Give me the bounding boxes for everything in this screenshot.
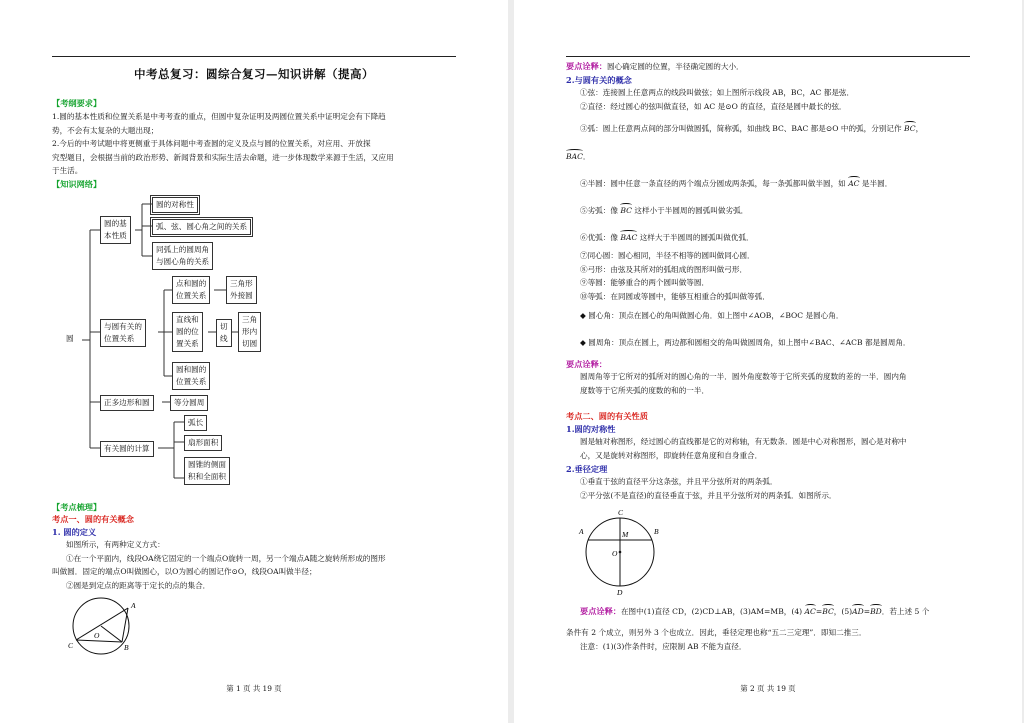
tip-3 xyxy=(566,605,986,619)
node-point-circle: 点和圆的 位置关系 xyxy=(172,276,210,304)
page-2 xyxy=(514,0,1022,723)
concepts-other xyxy=(580,249,980,303)
key-point-2-heading: 考点二、圆的有关性质 xyxy=(566,411,648,421)
tip3-post: ．若上述 5 个 xyxy=(881,607,930,616)
perpendicular-theorem-text xyxy=(580,475,980,502)
tip-1-label: 要点诠释： xyxy=(566,61,607,71)
tip3-eq-1: = xyxy=(815,607,823,616)
node-circle-root: 圆 xyxy=(66,334,74,343)
knowledge-network-diagram xyxy=(60,192,280,492)
key-points-heading: 【考点梳理】 xyxy=(52,502,102,512)
arc-ac-notation xyxy=(848,179,859,188)
key-point-1-heading: 考点一、圆的有关概念 xyxy=(52,514,134,524)
tip-1-text: 圆心确定圆的位置，半径确定圆的大小． xyxy=(606,62,744,71)
concept-minor-arc xyxy=(580,204,980,218)
tip3-arc-bc xyxy=(822,607,834,616)
node-arc-length: 弧长 xyxy=(184,415,207,431)
page-1-footer: 第 1 页 共 19 页 xyxy=(226,684,282,693)
tip-3-note: 注意：(1)(3)作条件时，应限制 AB 不能为直径． xyxy=(580,642,747,651)
minor-arc-label: BC xyxy=(620,206,632,215)
related-concepts-heading: 2.与圆有关的概念 xyxy=(566,75,632,85)
circle-figure-1 xyxy=(64,594,144,656)
text-line: ②平分弦(不是直径)的直径垂直于弦，并且平分弦所对的两条弧．如图所示． xyxy=(580,490,837,500)
node-tangent: 切 线 xyxy=(216,319,232,347)
text-line: 势，不会有太复杂的大题出现； xyxy=(52,125,159,135)
concept-major-arc xyxy=(580,231,980,245)
fig1-label-o: O xyxy=(94,631,100,640)
arc-bc-label: BC xyxy=(904,124,916,133)
node-triangle-incircle: 三角 形内 切圆 xyxy=(238,312,261,352)
exam-requirements-heading: 【考纲要求】 xyxy=(52,98,102,108)
tip-3-label: 要点诠释： xyxy=(580,606,621,616)
text-line: 心，又是旋转对称图形，即旋转任意角度和自身重合． xyxy=(580,450,763,460)
header-rule xyxy=(566,56,970,57)
node-circle-circle: 圆和圆的 位置关系 xyxy=(172,362,210,390)
text-line: 究型题目，会根据当前的政治形势、新闻背景和实际生活去命题，进一步体现数学来源于生活，又应用 xyxy=(52,152,394,162)
exam-requirements-text xyxy=(52,110,460,178)
text-line: 于生活。 xyxy=(52,166,83,175)
tip3-arc-bc-label: BC xyxy=(822,607,834,616)
node-regular-polygon: 正多边形和圆 xyxy=(100,395,154,411)
circle-definition-text xyxy=(52,538,460,592)
concept-half-circle xyxy=(580,177,980,191)
arc-bac-notation xyxy=(566,152,583,161)
text-line: ②直径：经过圆心的弦叫做直径，如 AC 是⊙O 的直径，直径是圆中最长的弦． xyxy=(580,101,847,111)
node-position-relations: 与圆有关的 位置关系 xyxy=(100,319,146,347)
minor-arc-pre: ⑤劣弧：像 xyxy=(580,206,618,215)
node-symmetry: 圆的对称性 xyxy=(152,197,198,213)
text-line: 叫做圆．固定的端点O叫做圆心，以O为圆心的圆记作⊙O，线段OA叫做半径； xyxy=(52,567,317,576)
fig1-label-b: B xyxy=(124,643,129,652)
inscribed-angle-text: ◆ 圆周角：顶点在圆上，两边都和圆相交的角叫做圆周角，如上图中∠BAC、∠ACB 都是圆周角． xyxy=(580,338,911,347)
tip3-arc-bd xyxy=(870,607,882,616)
concept-arc: ③弧：圆上任意两点间的部分叫做圆弧，简称弧，如曲线 BC、BAC 都是⊙O 中的弧，分别记作 BC， xyxy=(580,122,980,136)
tip3-arc-bd-label: BD xyxy=(870,607,882,616)
arc-bc-notation xyxy=(904,124,916,133)
node-equal-division: 等分圆周 xyxy=(170,395,208,411)
half-circle-text: ④半圆：圆中任意一条直径的两个端点分圆成两条弧，每一条弧都叫做半圆，如 xyxy=(580,179,846,188)
arc-bac-label: BAC xyxy=(566,152,583,161)
major-arc-pre: ⑥优弧：像 xyxy=(580,233,618,242)
page-1 xyxy=(0,0,508,723)
circle-definition-heading: 1. 圆的定义 xyxy=(52,527,97,537)
text-line: ⑨等圆：能够重合的两个圆叫做等圆． xyxy=(580,278,710,287)
text-line: 2.今后的中考试题中将更侧重于具体问题中考查圆的定义及点与圆的位置关系，对应用、开放探 xyxy=(52,139,371,148)
page-title: 中考总复习：圆综合复习—知识讲解（提高） xyxy=(134,67,374,81)
concept-arc-cont: BAC． xyxy=(566,150,590,164)
text-line: ①在一个平面内，线段OA绕它固定的一个端点O旋转一周，另一个端点A随之旋转所形成的图形 xyxy=(66,553,386,563)
fig2-label-b: B xyxy=(654,527,659,536)
node-line-circle: 直线和 圆的位 置关系 xyxy=(172,312,203,352)
text-line: 1.圆的基本性质和位置关系是中考考查的重点，但圆中复杂证明及两圆位置关系中证明定会有下降趋 xyxy=(52,112,386,121)
major-arc-notation xyxy=(620,233,637,242)
central-angle-text: ◆ 圆心角：顶点在圆心的角叫做圆心角．如上图中∠AOB，∠BOC 是圆心角． xyxy=(580,311,844,320)
node-arc-chord-relation: 弧、弦、圆心角之间的关系 xyxy=(152,219,251,235)
tip-2-label: 要点诠释： xyxy=(566,359,607,369)
tip3-arc-ac-label: AC xyxy=(804,607,816,616)
text-line: 圆周角等于它所对的弧所对的圆心角的一半．圆外角度数等于它所夹弧的度数的差的一半．圆内角 xyxy=(580,372,907,381)
major-arc-label: BAC xyxy=(620,233,638,242)
minor-arc-post: 这样小于半圆周的圆弧叫做劣弧． xyxy=(634,206,749,215)
concept-arc-text: ③弧：圆上任意两点间的部分叫做圆弧，简称弧，如曲线 BC、BAC 都是⊙O 中的弧，分别记作 xyxy=(580,124,902,133)
fig1-label-c: C xyxy=(68,641,74,650)
node-basic-properties: 圆的基 本性质 xyxy=(100,216,131,244)
fig2-label-d: D xyxy=(617,588,623,596)
text-line: ②圆是到定点的距离等于定长的点的集合． xyxy=(66,580,211,590)
circle-figure-2 xyxy=(576,506,666,596)
knowledge-network-heading: 【知识网络】 xyxy=(52,179,102,189)
symmetry-text xyxy=(566,435,978,462)
node-calculation: 有关圆的计算 xyxy=(100,441,154,457)
tip3-arc-ad-label: AD xyxy=(852,607,864,616)
tip-3-line-2: 条件有 2 个成立，则另外 3 个也成立．因此，垂径定理也称“五二三定理”．即知二推三． xyxy=(566,628,867,637)
fig2-label-a: A xyxy=(579,527,584,536)
symmetry-heading: 1.圆的对称性 xyxy=(566,424,616,434)
node-inscribed-angle-relation: 同弧上的圆周角 与圆心角的关系 xyxy=(152,242,213,270)
text-line: ⑦同心圆：圆心相同，半径不相等的圆叫做同心圆． xyxy=(580,251,755,260)
node-cone-area: 圆锥的侧面 积和全面积 xyxy=(184,457,230,485)
half-circle-post: 是半圆． xyxy=(861,179,893,188)
arc-ac-label: AC xyxy=(848,179,860,188)
tip3-eq-2: = xyxy=(863,607,871,616)
text-line: ①弦：连接圆上任意两点的线段叫做弦；如上图所示线段 AB，BC，AC 都是弦． xyxy=(580,88,855,97)
text-line: 度数等于它所夹弧的度数的和的一半． xyxy=(580,385,710,395)
node-sector-area: 扇形面积 xyxy=(184,435,222,451)
fig2-label-m: M xyxy=(622,530,629,539)
tip3-mid: ，(5) xyxy=(833,607,853,616)
fig2-label-o: O xyxy=(612,549,618,558)
tip-3-text-pre: 在图中(1)直径 CD，(2)CD⊥AB，(3)AM=MB，(4) xyxy=(620,607,803,616)
text-line: 如图所示，有两种定义方式： xyxy=(66,540,165,549)
concepts-chord-diameter xyxy=(580,86,980,113)
tip3-arc-ac xyxy=(805,607,816,616)
minor-arc-notation xyxy=(620,206,632,215)
text-line: 圆是轴对称图形，经过圆心的直线都是它的对称轴，有无数条．圆是中心对称图形，圆心是对称中 xyxy=(580,437,907,446)
fig1-label-a: A xyxy=(131,601,136,610)
major-arc-post: 这样大于半圆周的圆弧叫做优弧． xyxy=(639,233,754,242)
tip3-arc-ad xyxy=(852,607,864,616)
perpendicular-theorem-heading: 2.垂径定理 xyxy=(566,464,608,474)
tip-2-text xyxy=(566,370,978,397)
fig2-label-c: C xyxy=(618,508,624,517)
text-line: ⑧弓形：由弦及其所对的弧组成的图形叫做弓形． xyxy=(580,264,748,274)
page-2-footer: 第 2 页 共 19 页 xyxy=(740,684,796,693)
node-triangle-circumcircle: 三角形 外接圆 xyxy=(226,276,257,304)
tip-1 xyxy=(566,60,744,74)
text-line: ①垂直于弦的直径平分这条弦，并且平分弦所对的两条弧． xyxy=(580,477,778,486)
header-rule xyxy=(52,56,456,57)
text-line: ⑩等弧：在同圆或等圆中，能够互相重合的弧叫做等弧． xyxy=(580,291,770,301)
